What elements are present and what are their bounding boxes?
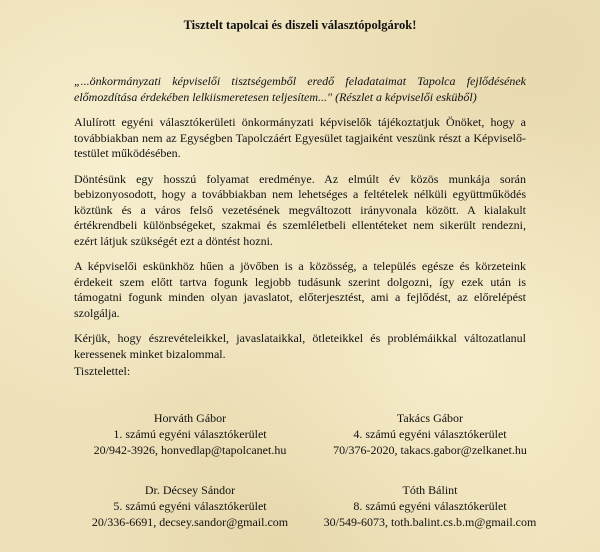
paragraph-2: Döntésünk egy hosszú folyamat eredménye. Az elmúlt év közös munkája során bebizonyosodott, hogy a továbbiakban nem lehetséges a feltételek nélküli együttműködés köztünk és a város felső vezetésének megváltozott irányvonala között. A kialakult értékrendbeli különbségeket, szakmai és szemléletbeli ellentéteket nem sikerült rendezni, ezért látjuk szükségét ezt a döntést hozni. <box>74 171 526 248</box>
signer-name: Tóth Bálint <box>402 483 458 497</box>
signer-contact: 20/942-3926, honvedlap@tapolcanet.hu <box>93 443 287 457</box>
closing-salutation: Tisztelettel: <box>74 364 131 378</box>
letter-title: Tisztelt tapolcai és diszeli választópolgárok! <box>183 18 417 32</box>
oath-quote: „...önkormányzati képviselői tisztségemből eredő feladataimat Tapolca fejlődésének előmozdítása érdekében lelkiismeretesen teljesítem..." (Részlet a képviselői esküből) <box>74 74 526 104</box>
signature-block <box>70 410 310 458</box>
signer-name: Takács Gábor <box>396 411 464 425</box>
paragraph-4: Kérjük, hogy észrevételeikkel, javaslataikkal, ötleteikkel és problémáikkal változatlanul keressenek minket bizalommal. <box>74 331 526 361</box>
letter-body <box>74 74 526 372</box>
signer-contact: 70/376-2020, takacs.gabor@zelkanet.hu <box>333 443 527 457</box>
signer-district: 4. számú egyéni választókerület <box>353 427 507 441</box>
signer-name: Horváth Gábor <box>153 411 227 425</box>
signer-contact: 20/336-6691, decsey.sandor@gmail.com <box>91 515 289 529</box>
signer-contact: 30/549-6073, toth.balint.cs.b.m@gmail.com <box>323 515 537 529</box>
signer-district: 1. számú egyéni választókerület <box>113 427 267 441</box>
signer-name: Dr. Décsey Sándor <box>144 483 236 497</box>
paragraph-1: Alulírott egyéni választókerületi önkormányzati képviselők tájékoztatjuk Önöket, hogy a továbbiakban nem az Egységben Tapolczáért Egyesület tagjaiként veszünk részt a Képviselő-testület működésében. <box>74 115 526 160</box>
paragraph-3: A képviselői eskünkhöz hűen a jövőben is a közösség, a település egésze és körzeteink érdekeit szem előtt tartva fogunk legjobb tudásunk szerint dolgozni, így ezek után is támogatni fogunk minden olyan javaslatot, előterjesztést, ami a fejlődést, az előrelépést szolgálja. <box>74 259 526 320</box>
signer-district: 5. számú egyéni választókerület <box>113 499 267 513</box>
signature-block <box>310 410 550 458</box>
signature-block <box>310 482 550 530</box>
signature-block <box>70 482 310 530</box>
signer-district: 8. számú egyéni választókerület <box>353 499 507 513</box>
